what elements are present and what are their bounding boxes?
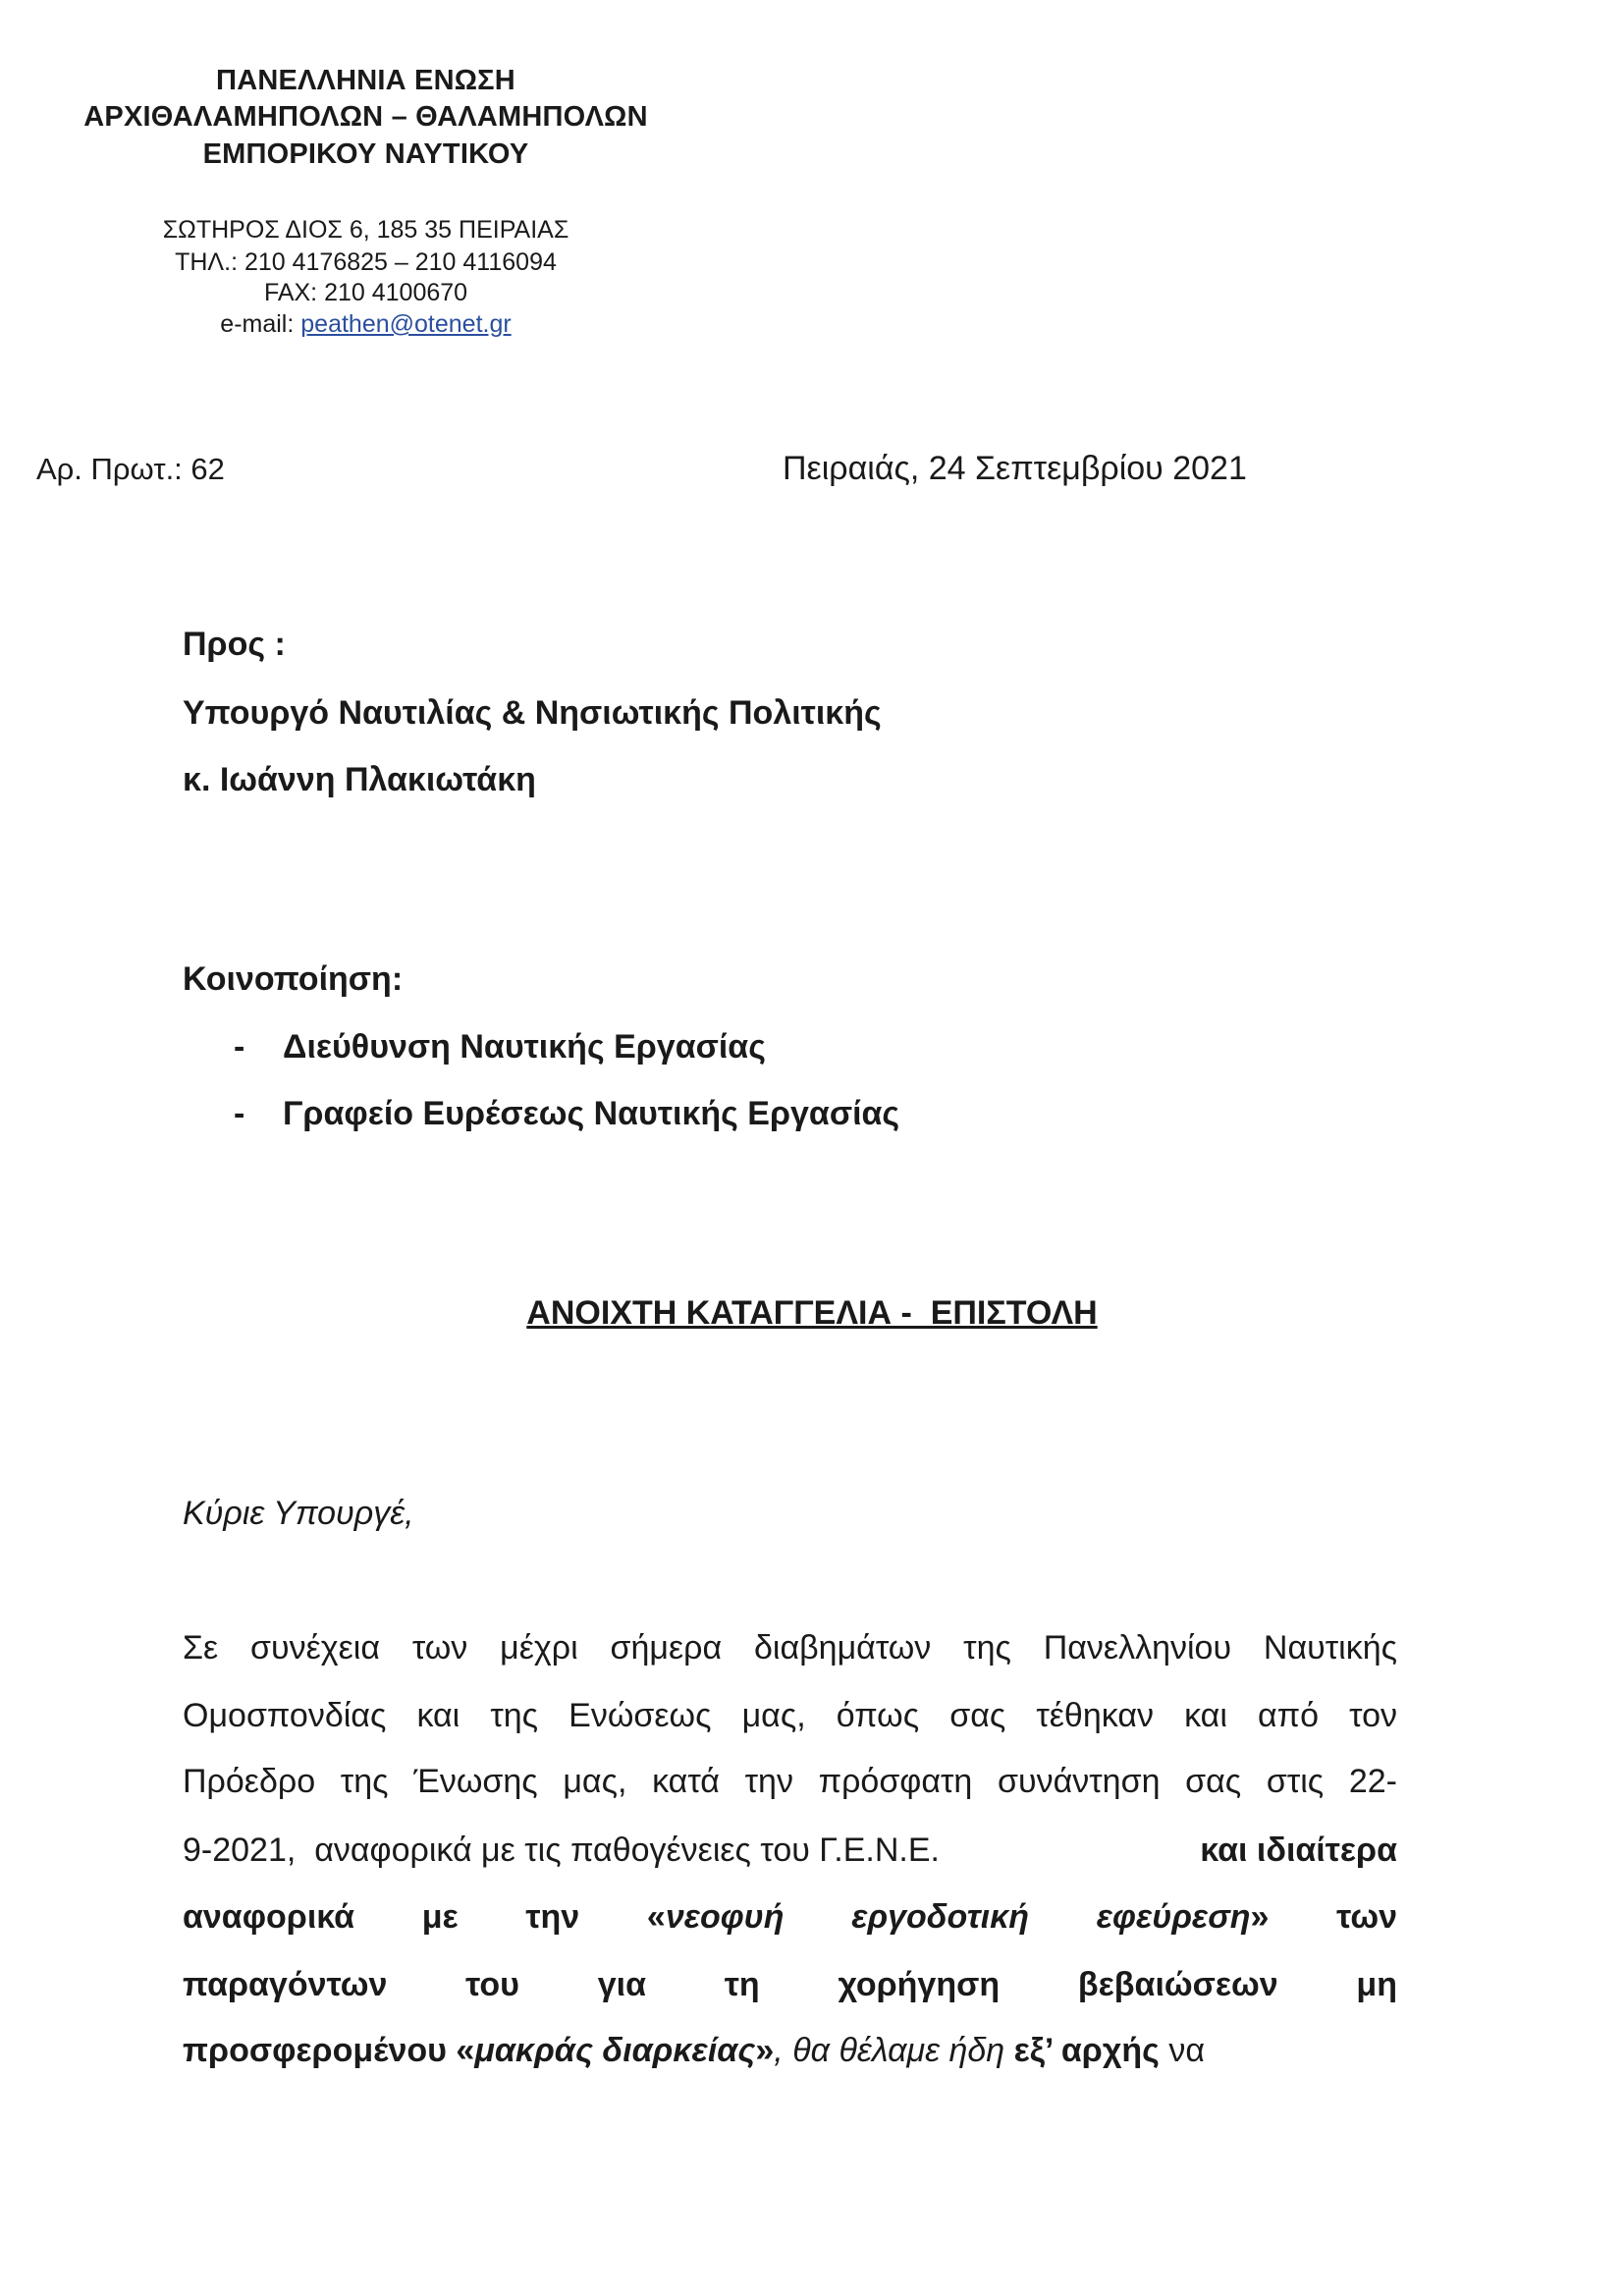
cc-item-2: Γραφείο Ευρέσεως Ναυτικής Εργασίας <box>283 1095 900 1132</box>
email-link[interactable]: peathen@otenet.gr <box>300 310 512 338</box>
bold-run: αναφορικά με την « <box>183 1898 666 1936</box>
text-run: να <box>1159 2032 1205 2069</box>
org-address: ΣΩΤΗΡΟΣ ΔΙΟΣ 6, 185 35 ΠΕΙΡΑΙΑΣ <box>162 216 569 244</box>
org-email-row <box>39 310 692 339</box>
recipient-line-1: Υπουργό Ναυτιλίας & Νησιωτικής Πολιτικής <box>183 694 882 732</box>
paragraph-line: παραγόντων του για τη χορήγηση βεβαιώσεων μη <box>183 1966 1397 2003</box>
paragraph-line <box>183 1898 1397 1937</box>
letter-title <box>0 1294 1624 1333</box>
email-label: e-mail: <box>220 310 301 338</box>
paragraph-line <box>183 2032 1397 2070</box>
bold-italic-run: μακράς διαρκείας <box>474 2032 756 2069</box>
bold-run: προσφερομένου « <box>183 2032 475 2069</box>
bold-run: » των <box>1250 1898 1397 1936</box>
letter-title-text: ΑΝΟΙΧΤΗ ΚΑΤΑΓΓΕΛΙΑ - ΕΠΙΣΤΟΛΗ <box>526 1294 1098 1332</box>
bold-italic-run: νεοφυή εργοδοτική εφεύρεση <box>665 1898 1251 1936</box>
recipient-label: Προς : <box>183 626 286 663</box>
bold-run: εξ’ αρχής <box>1013 2032 1160 2069</box>
salutation: Κύριε Υπουργέ, <box>183 1495 414 1532</box>
text-run: 9-2021, αναφορικά με τις παθογένειες του Γ.Ε.Ν.Ε. <box>183 1831 940 1869</box>
bold-run: » <box>755 2032 775 2069</box>
cc-bullet: - <box>234 1095 245 1132</box>
cc-bullet: - <box>234 1028 245 1066</box>
cc-item-1: Διεύθυνση Ναυτικής Εργασίας <box>283 1028 766 1066</box>
cc-label: Κοινοποίηση: <box>183 960 404 998</box>
recipient-line-2: κ. Ιωάννη Πλακιωτάκη <box>183 761 536 798</box>
paragraph-line: Σε συνέχεια των μέχρι σήμερα διαβημάτων της Πανελληνίου Ναυτικής <box>183 1629 1397 1667</box>
protocol-number: Αρ. Πρωτ.: 62 <box>36 452 225 486</box>
org-name-line-3: ΕΜΠΟΡΙΚΟΥ ΝΑΥΤΙΚΟΥ <box>202 138 529 170</box>
text-run: , θα θέλαμε ήδη <box>774 2032 1014 2069</box>
org-phone: ΤΗΛ.: 210 4176825 – 210 4116094 <box>175 248 557 276</box>
paragraph-line: Πρόεδρο της Ένωσης μας, κατά την πρόσφατη συνάντηση σας στις 22- <box>183 1763 1397 1800</box>
org-name-line-2: ΑΡΧΙΘΑΛΑΜΗΠΟΛΩΝ – ΘΑΛΑΜΗΠΟΛΩΝ <box>83 101 648 133</box>
paragraph-line <box>183 1831 1397 1870</box>
bold-run: και ιδιαίτερα <box>1200 1831 1397 1869</box>
org-fax: FAX: 210 4100670 <box>263 279 468 306</box>
place-date: Πειραιάς, 24 Σεπτεμβρίου 2021 <box>783 450 1247 487</box>
org-name-line-1: ΠΑΝΕΛΛΗΝΙΑ ΕΝΩΣΗ <box>216 65 515 96</box>
paragraph-line: Ομοσπονδίας και της Ενώσεως μας, όπως σας τέθηκαν και από τον <box>183 1697 1397 1734</box>
